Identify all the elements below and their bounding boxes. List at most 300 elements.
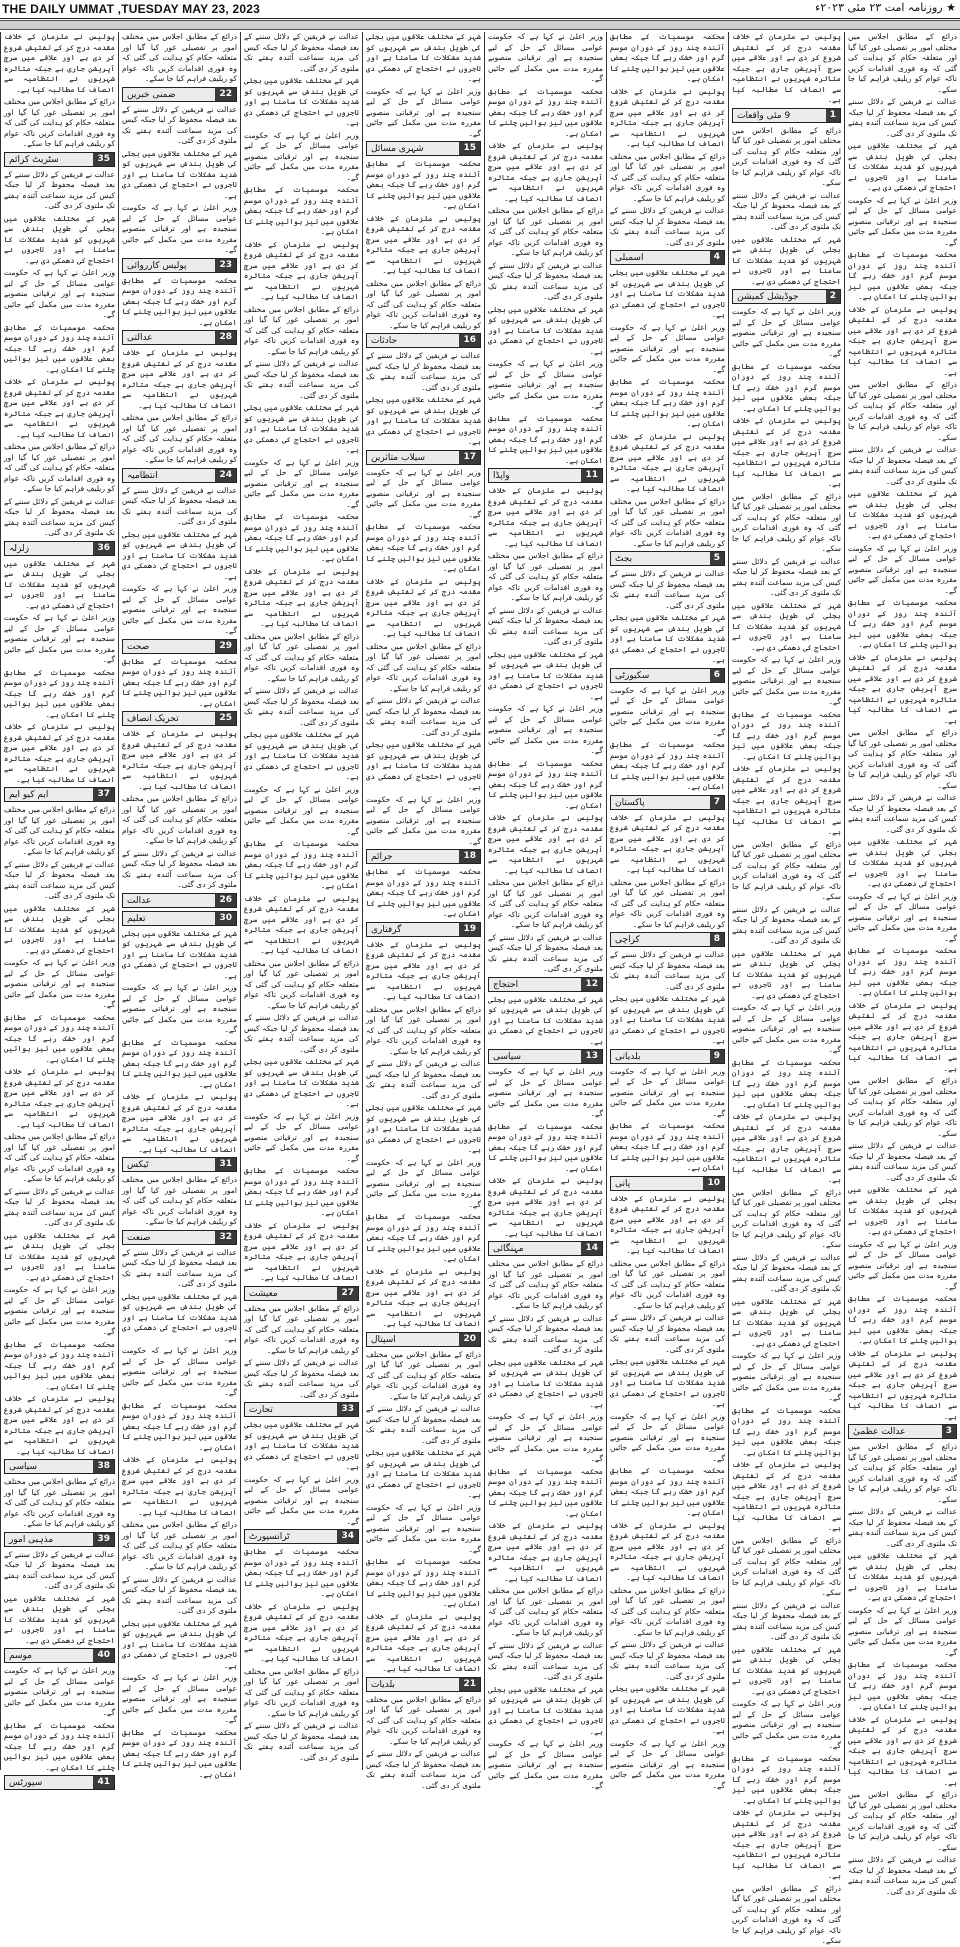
article-paragraph: محکمہ موسمیات کے مطابق آئندہ چند روز کے دوران موسم گرم اور خشک رہے گا جبکہ بعض علاقوں میں تیز ہوائیں چلنے کا امکان ہے۔	[610, 1466, 725, 1517]
section-number-value: 4	[713, 252, 720, 262]
section-number	[942, 1425, 956, 1438]
article-paragraph: ذرائع کے مطابق اجلاس میں مختلف امور پر تفصیلی غور کیا گیا اور متعلقہ حکام کو ہدایت کی گئی کہ وہ فوری اقدامات کریں تاکہ عوام کو ریلیف فراہم کیا جا سکے۔	[122, 1520, 237, 1571]
section-category: جرائم	[371, 852, 393, 862]
section-number-value: 11	[585, 470, 598, 480]
section-number	[710, 669, 724, 682]
section-number	[459, 1333, 480, 1346]
article-paragraph: ذرائع کے مطابق اجلاس میں مختلف امور پر تفصیلی غور کیا گیا اور متعلقہ حکام کو ہدایت کی گئی کہ وہ فوری اقدامات کریں تاکہ عوام کو ریلیف فراہم کیا جا سکے۔	[122, 794, 237, 845]
section-header	[366, 450, 481, 465]
article-paragraph: شہر کے مختلف علاقوں میں بجلی کی طویل بندش سے شہریوں کو شدید مشکلات کا سامنا ہے اور تاجروں نے احتجاج کی دھمکی دی ہے۔	[366, 1448, 481, 1499]
article-paragraph: ذرائع کے مطابق اجلاس میں مختلف امور پر تفصیلی غور کیا گیا اور متعلقہ حکام کو ہدایت کی گئی کہ وہ فوری اقدامات کریں تاکہ عوام کو ریلیف فراہم کیا جا سکے۔	[122, 32, 237, 83]
section-header	[244, 1402, 359, 1417]
article-paragraph: عدالت نے فریقین کے دلائل سننے کے بعد فیصلہ محفوظ کر لیا جبکہ کیس کی مزید سماعت آئندہ ہفتے تک ملتوی کر دی گئی۔	[244, 686, 359, 727]
article-paragraph: وزیر اعلیٰ نے کہا ہے کہ حکومت عوامی مسائل کے حل کے لیے سنجیدہ ہے اور ترقیاتی منصوبے مقررہ مدت میں مکمل کیے جائیں گے۔	[366, 794, 481, 846]
article-paragraph: ذرائع کے مطابق اجلاس میں مختلف امور پر تفصیلی غور کیا گیا اور متعلقہ حکام کو ہدایت کی گئی کہ وہ فوری اقدامات کریں تاکہ عوام کو ریلیف فراہم کیا جا سکے۔	[732, 839, 841, 901]
article-paragraph: عدالت نے فریقین کے دلائل سننے کے بعد فیصلہ محفوظ کر لیا جبکہ کیس کی مزید سماعت آئندہ ہفتے تک ملتوی کر دی گئی۔	[488, 932, 603, 973]
article-paragraph: محکمہ موسمیات کے مطابق آئندہ چند روز کے دوران موسم گرم اور خشک رہے گا جبکہ بعض علاقوں میں تیز ہوائیں چلنے کا امکان ہے۔	[848, 598, 957, 649]
section-category: شہری مسائل	[371, 144, 424, 154]
section-category: مذہبی امور	[9, 1534, 54, 1545]
article-paragraph: عدالت نے فریقین کے دلائل سننے کے بعد فیصلہ محفوظ کر لیا جبکہ کیس کی مزید سماعت آئندہ ہفتے تک ملتوی کر دی گئی۔	[848, 1507, 957, 1548]
section-number-value: 3	[945, 1426, 952, 1436]
section-header	[244, 1529, 359, 1544]
article-paragraph: شہر کے مختلف علاقوں میں بجلی کی طویل بندش سے شہریوں کو شدید مشکلات کا سامنا ہے اور تاجروں نے احتجاج کی دھمکی دی ہے۔	[122, 529, 237, 581]
section-header	[4, 1532, 115, 1547]
section-number	[337, 1287, 358, 1300]
section-number	[703, 1177, 724, 1190]
section-number-value: 34	[341, 1531, 354, 1541]
article-paragraph: پولیس نے ملزمان کے خلاف مقدمہ درج کر کے تفتیش شروع کر دی ہے اور علاقے میں سرچ آپریشن جاری ہے جبکہ متاثرہ شہریوں نے انتظامیہ سے انصاف کا مطالبہ کیا ہے۔	[244, 1220, 359, 1282]
article-paragraph: عدالت نے فریقین کے دلائل سننے کے بعد فیصلہ محفوظ کر لیا جبکہ کیس کی مزید سماعت آئندہ ہفتے تک ملتوی کر دی گئی۔	[732, 1600, 841, 1641]
section-category: گرفتاری	[371, 924, 402, 935]
section-number	[93, 1649, 114, 1662]
article-paragraph: محکمہ موسمیات کے مطابق آئندہ چند روز کے دوران موسم گرم اور خشک رہے گا جبکہ بعض علاقوں میں تیز ہوائیں چلنے کا امکان ہے۔	[848, 1294, 957, 1345]
article-paragraph: ذرائع کے مطابق اجلاس میں مختلف امور پر تفصیلی غور کیا گیا اور متعلقہ حکام کو ہدایت کی گئی کہ وہ فوری اقدامات کریں تاکہ عوام کو ریلیف فراہم کیا جا سکے۔	[848, 380, 957, 442]
article-paragraph: عدالت نے فریقین کے دلائل سننے کے بعد فیصلہ محفوظ کر لیا جبکہ کیس کی مزید سماعت آئندہ ہفتے تک ملتوی کر دی گئی۔	[122, 485, 237, 526]
article-paragraph: وزیر اعلیٰ نے کہا ہے کہ حکومت عوامی مسائل کے حل کے لیے سنجیدہ ہے اور ترقیاتی منصوبے مقررہ مدت میں مکمل کیے جائیں گے۔	[848, 891, 957, 943]
article-paragraph: ذرائع کے مطابق اجلاس میں مختلف امور پر تفصیلی غور کیا گیا اور متعلقہ حکام کو ہدایت کی گئی کہ وہ فوری اقدامات کریں تاکہ عوام کو ریلیف فراہم کیا جا سکے۔	[122, 413, 237, 464]
article-paragraph: پولیس نے ملزمان کے خلاف مقدمہ درج کر کے تفتیش شروع کر دی ہے اور علاقے میں سرچ آپریشن جاری ہے جبکہ متاثرہ شہریوں نے انتظامیہ سے انصاف کا مطالبہ کیا ہے۔	[488, 1176, 603, 1238]
article-paragraph: وزیر اعلیٰ نے کہا ہے کہ حکومت عوامی مسائل کے حل کے لیے سنجیدہ ہے اور ترقیاتی منصوبے مقررہ مدت میں مکمل کیے جائیں گے۔	[488, 32, 603, 83]
section-number	[93, 153, 114, 166]
article-paragraph: محکمہ موسمیات کے مطابق آئندہ چند روز کے دوران موسم گرم اور خشک رہے گا جبکہ بعض علاقوں میں تیز ہوائیں چلنے کا امکان ہے۔	[4, 667, 115, 719]
article-paragraph: شہر کے مختلف علاقوں میں بجلی کی طویل بندش سے شہریوں کو شدید مشکلات کا سامنا ہے اور تاجروں نے احتجاج کی دھمکی دی ہے۔	[366, 32, 481, 83]
article-paragraph: وزیر اعلیٰ نے کہا ہے کہ حکومت عوامی مسائل کے حل کے لیے سنجیدہ ہے اور ترقیاتی منصوبے مقررہ مدت میں مکمل کیے جائیں گے۔	[848, 195, 957, 247]
section-number	[93, 788, 114, 801]
section-category: صحت	[127, 641, 150, 652]
article-paragraph: ذرائع کے مطابق اجلاس میں مختلف امور پر تفصیلی غور کیا گیا اور متعلقہ حکام کو ہدایت کی گئی کہ وہ فوری اقدامات کریں تاکہ عوام کو ریلیف فراہم کیا جا سکے۔	[4, 1132, 115, 1183]
section-category: پولیس کارروائی	[127, 260, 187, 271]
article-paragraph: عدالت نے فریقین کے دلائل سننے کے بعد فیصلہ محفوظ کر لیا جبکہ کیس کی مزید سماعت آئندہ ہفتے تک ملتوی کر دی گئی۔	[4, 859, 115, 900]
article-paragraph: محکمہ موسمیات کے مطابق آئندہ چند روز کے دوران موسم گرم اور خشک رہے گا جبکہ بعض علاقوں میں تیز ہوائیں چلنے کا امکان ہے۔	[732, 1753, 841, 1805]
column-content	[119, 32, 240, 1780]
section-header	[4, 1648, 115, 1663]
section-header	[122, 87, 237, 102]
article-paragraph: وزیر اعلیٰ نے کہا ہے کہ حکومت عوامی مسائل کے حل کے لیے سنجیدہ ہے اور ترقیاتی منصوبے مقررہ مدت میں مکمل کیے جائیں گے۔	[488, 1067, 603, 1118]
section-header	[4, 1459, 115, 1474]
article-paragraph: وزیر اعلیٰ نے کہا ہے کہ حکومت عوامی مسائل کے حل کے لیے سنجیدہ ہے اور ترقیاتی منصوبے مقررہ مدت میں مکمل کیے جائیں گے۔	[848, 1239, 957, 1291]
article-paragraph: محکمہ موسمیات کے مطابق آئندہ چند روز کے دوران موسم گرم اور خشک رہے گا جبکہ بعض علاقوں میں تیز ہوائیں چلنے کا امکان ہے۔	[4, 1012, 115, 1064]
section-number	[710, 933, 724, 946]
section-number-value: 12	[585, 978, 598, 989]
article-paragraph: شہر کے مختلف علاقوں میں بجلی کی طویل بندش سے شہریوں کو شدید مشکلات کا سامنا ہے اور تاجروں نے احتجاج کی دھمکی دی ہے۔	[610, 613, 725, 664]
article-paragraph: محکمہ موسمیات کے مطابق آئندہ چند روز کے دوران موسم گرم اور خشک رہے گا جبکہ بعض علاقوں میں تیز ہوائیں چلنے کا امکان ہے۔	[732, 361, 841, 413]
article-paragraph: وزیر اعلیٰ نے کہا ہے کہ حکومت عوامی مسائل کے حل کے لیے سنجیدہ ہے اور ترقیاتی منصوبے مقررہ مدت میں مکمل کیے جائیں گے۔	[366, 467, 481, 519]
section-number	[459, 334, 480, 347]
article-paragraph: محکمہ موسمیات کے مطابق آئندہ چند روز کے دوران موسم گرم اور خشک رہے گا جبکہ بعض علاقوں میں تیز ہوائیں چلنے کا امکان ہے۔	[610, 1121, 725, 1172]
article-paragraph: عدالت نے فریقین کے دلائل سننے کے بعد فیصلہ محفوظ کر لیا جبکہ کیس کی مزید سماعت آئندہ ہفتے تک ملتوی کر دی گئی۔	[488, 1313, 603, 1354]
section-number-value: 7	[713, 796, 720, 807]
section-number-value: 38	[97, 1461, 110, 1471]
section-category: پانی	[615, 1178, 631, 1189]
article-paragraph: وزیر اعلیٰ نے کہا ہے کہ حکومت عوامی مسائل کے حل کے لیے سنجیدہ ہے اور ترقیاتی منصوبے مقررہ مدت میں مکمل کیے جائیں گے۔	[122, 1346, 237, 1397]
article-paragraph: وزیر اعلیٰ نے کہا ہے کہ حکومت عوامی مسائل کے حل کے لیے سنجیدہ ہے اور ترقیاتی منصوبے مقررہ مدت میں مکمل کیے جائیں گے۔	[122, 203, 237, 254]
masthead-title: THE DAILY UMMAT	[2, 2, 115, 16]
section-category: تجارت	[249, 1405, 273, 1415]
urdu-masthead-title: روزنامہ امت ۲۳ مئی ۲۰۲۳ء	[815, 1, 943, 14]
article-paragraph: شہر کے مختلف علاقوں میں بجلی کی طویل بندش سے شہریوں کو شدید مشکلات کا سامنا ہے اور تاجروں نے احتجاج کی دھمکی دی ہے۔	[488, 1357, 603, 1409]
section-category: بجٹ	[615, 554, 633, 564]
article-paragraph: ذرائع کے مطابق اجلاس میں مختلف امور پر تفصیلی غور کیا گیا اور متعلقہ حکام کو ہدایت کی گئی کہ وہ فوری اقدامات کریں تاکہ عوام کو ریلیف فراہم کیا جا سکے۔	[732, 1883, 841, 1945]
article-paragraph: عدالت نے فریقین کے دلائل سننے کے بعد فیصلہ محفوظ کر لیا جبکہ کیس کی مزید سماعت آئندہ ہفتے تک ملتوی کر دی گئی۔	[4, 169, 115, 210]
article-paragraph: ذرائع کے مطابق اجلاس میں مختلف امور پر تفصیلی غور کیا گیا اور متعلقہ حکام کو ہدایت کی گئی کہ وہ فوری اقدامات کریں تاکہ عوام کو ریلیف فراہم کیا جا سکے۔	[366, 1349, 481, 1401]
article-paragraph: محکمہ موسمیات کے مطابق آئندہ چند روز کے دوران موسم گرم اور خشک رہے گا جبکہ بعض علاقوں میں تیز ہوائیں چلنے کا امکان ہے۔	[4, 322, 115, 374]
article-paragraph: شہر کے مختلف علاقوں میں بجلی کی طویل بندش سے شہریوں کو شدید مشکلات کا سامنا ہے اور تاجروں نے احتجاج کی دھمکی دی ہے۔	[244, 76, 359, 127]
column-content	[363, 32, 484, 1791]
section-number-value: 35	[97, 153, 110, 164]
article-paragraph: شہر کے مختلف علاقوں میں بجلی کی طویل بندش سے شہریوں کو شدید مشکلات کا سامنا ہے اور تاجروں نے احتجاج کی دھمکی دی ہے۔	[244, 1420, 359, 1471]
article-paragraph: محکمہ موسمیات کے مطابق آئندہ چند روز کے دوران موسم گرم اور خشک رہے گا جبکہ بعض علاقوں میں تیز ہوائیں چلنے کا امکان ہے۔	[610, 32, 725, 83]
article-paragraph: ذرائع کے مطابق اجلاس میں مختلف امور پر تفصیلی غور کیا گیا اور متعلقہ حکام کو ہدایت کی گئی کہ وہ فوری اقدامات کریں تاکہ عوام کو ریلیف فراہم کیا جا سکے۔	[244, 958, 359, 1010]
section-number-value: 2	[829, 291, 836, 301]
section-header	[366, 922, 481, 937]
section-category: بلدیاتی	[615, 1051, 641, 1062]
article-paragraph: عدالت نے فریقین کے دلائل سننے کے بعد فیصلہ محفوظ کر لیا جبکہ کیس کی مزید سماعت آئندہ ہفتے تک ملتوی کر دی گئی۔	[610, 1640, 725, 1681]
article-paragraph: ذرائع کے مطابق اجلاس میں مختلف امور پر تفصیلی غور کیا گیا اور متعلقہ حکام کو ہدایت کی گئی کہ وہ فوری اقدامات کریں تاکہ عوام کو ریلیف فراہم کیا جا سکے۔	[610, 877, 725, 929]
article-paragraph: محکمہ موسمیات کے مطابق آئندہ چند روز کے دوران موسم گرم اور خشک رہے گا جبکہ بعض علاقوں میں تیز ہوائیں چلنے کا امکان ہے۔	[848, 946, 957, 997]
article-paragraph: پولیس نے ملزمان کے خلاف مقدمہ درج کر کے تفتیش شروع کر دی ہے اور علاقے میں سرچ آپریشن جاری ہے جبکہ متاثرہ شہریوں نے انتظامیہ سے انصاف کا مطالبہ کیا ہے۔	[610, 1520, 725, 1582]
section-category: تحریک انصاف	[127, 714, 179, 724]
article-paragraph: شہر کے مختلف علاقوں میں بجلی کی طویل بندش سے شہریوں کو شدید مشکلات کا سامنا ہے اور تاجروں نے احتجاج کی دھمکی دی ہے۔	[488, 1684, 603, 1736]
section-number	[337, 1403, 358, 1416]
article-paragraph: محکمہ موسمیات کے مطابق آئندہ چند روز کے دوران موسم گرم اور خشک رہے گا جبکہ بعض علاقوں میں تیز ہوائیں چلنے کا امکان ہے۔	[366, 522, 481, 573]
section-number	[710, 1050, 724, 1063]
masthead-date: ,TUESDAY MAY 23, 2023	[117, 2, 260, 16]
article-paragraph: وزیر اعلیٰ نے کہا ہے کہ حکومت عوامی مسائل کے حل کے لیے سنجیدہ ہے اور ترقیاتی منصوبے مقررہ مدت میں مکمل کیے جائیں گے۔	[610, 322, 725, 374]
article-paragraph: پولیس نے ملزمان کے خلاف مقدمہ درج کر کے تفتیش شروع کر دی ہے اور علاقے میں سرچ آپریشن جاری ہے جبکہ متاثرہ شہریوں نے انتظامیہ سے انصاف کا مطالبہ کیا ہے۔	[366, 939, 481, 1001]
article-paragraph: ذرائع کے مطابق اجلاس میں مختلف امور پر تفصیلی غور کیا گیا اور متعلقہ حکام کو ہدایت کی گئی کہ وہ فوری اقدامات کریں تاکہ عوام کو ریلیف فراہم کیا جا سکے۔	[732, 1187, 841, 1249]
section-number-value: 40	[97, 1650, 110, 1660]
article-paragraph: پولیس نے ملزمان کے خلاف مقدمہ درج کر کے تفتیش شروع کر دی ہے اور علاقے میں سرچ آپریشن جاری ہے جبکہ متاثرہ شہریوں نے انتظامیہ سے انصاف کا مطالبہ کیا ہے۔	[366, 1611, 481, 1673]
article-paragraph: پولیس نے ملزمان کے خلاف مقدمہ درج کر کے تفتیش شروع کر دی ہے اور علاقے میں سرچ آپریشن جاری ہے جبکہ متاثرہ شہریوں نے انتظامیہ سے انصاف کا مطالبہ کیا ہے۔	[732, 1112, 841, 1184]
section-header	[610, 1049, 725, 1064]
section-category: ایم کیو ایم	[9, 790, 49, 800]
article-paragraph: محکمہ موسمیات کے مطابق آئندہ چند روز کے دوران موسم گرم اور خشک رہے گا جبکہ بعض علاقوں میں تیز ہوائیں چلنے کا امکان ہے۔	[488, 413, 603, 465]
article-paragraph: ذرائع کے مطابق اجلاس میں مختلف امور پر تفصیلی غور کیا گیا اور متعلقہ حکام کو ہدایت کی گئی کہ وہ فوری اقدامات کریں تاکہ عوام کو ریلیف فراہم کیا جا سکے۔	[366, 1694, 481, 1746]
article-paragraph: پولیس نے ملزمان کے خلاف مقدمہ درج کر کے تفتیش شروع کر دی ہے اور علاقے میں سرچ آپریشن جاری ہے جبکہ متاثرہ شہریوں نے انتظامیہ سے انصاف کا مطالبہ کیا ہے۔	[366, 1266, 481, 1328]
article-paragraph: وزیر اعلیٰ نے کہا ہے کہ حکومت عوامی مسائل کے حل کے لیے سنجیدہ ہے اور ترقیاتی منصوبے مقررہ مدت میں مکمل کیے جائیں گے۔	[732, 1351, 841, 1402]
article-paragraph: پولیس نے ملزمان کے خلاف مقدمہ درج کر کے تفتیش شروع کر دی ہے اور علاقے میں سرچ آپریشن جاری ہے جبکہ متاثرہ شہریوں نے انتظامیہ سے انصاف کا مطالبہ کیا ہے۔	[732, 416, 841, 488]
article-paragraph: محکمہ موسمیات کے مطابق آئندہ چند روز کے دوران موسم گرم اور خشک رہے گا جبکہ بعض علاقوں میں تیز ہوائیں چلنے کا امکان ہے۔	[366, 159, 481, 210]
article-paragraph: پولیس نے ملزمان کے خلاف مقدمہ درج کر کے تفتیش شروع کر دی ہے اور علاقے میں سرچ آپریشن جاری ہے جبکہ متاثرہ شہریوں نے انتظامیہ سے انصاف کا مطالبہ کیا ہے۔	[122, 1455, 237, 1517]
section-header	[4, 541, 115, 556]
article-paragraph: شہر کے مختلف علاقوں میں بجلی کی طویل بندش سے شہریوں کو شدید مشکلات کا سامنا ہے اور تاجروں نے احتجاج کی دھمکی دی ہے۔	[610, 268, 725, 319]
article-paragraph: پولیس نے ملزمان کے خلاف مقدمہ درج کر کے تفتیش شروع کر دی ہے اور علاقے میں سرچ آپریشن جاری ہے جبکہ متاثرہ شہریوں نے انتظامیہ سے انصاف کا مطالبہ کیا ہے۔	[366, 213, 481, 275]
section-number-value: 6	[713, 669, 720, 680]
article-paragraph: شہر کے مختلف علاقوں میں بجلی کی طویل بندش سے شہریوں کو شدید مشکلات کا سامنا ہے اور تاجروں نے احتجاج کی دھمکی دی ہے۔	[732, 948, 841, 1000]
article-paragraph: ذرائع کے مطابق اجلاس میں مختلف امور پر تفصیلی غور کیا گیا اور متعلقہ حکام کو ہدایت کی گئی کہ وہ فوری اقدامات کریں تاکہ عوام کو ریلیف فراہم کیا جا سکے۔	[244, 631, 359, 683]
article-paragraph: ذرائع کے مطابق اجلاس میں مختلف امور پر تفصیلی غور کیا گیا اور متعلقہ حکام کو ہدایت کی گئی کہ وہ فوری اقدامات کریں تاکہ عوام کو ریلیف فراہم کیا جا سکے۔	[848, 1790, 957, 1852]
article-paragraph: عدالت نے فریقین کے دلائل سننے کے بعد فیصلہ محفوظ کر لیا جبکہ کیس کی مزید سماعت آئندہ ہفتے تک ملتوی کر دی گئی۔	[366, 696, 481, 737]
article-paragraph: شہر کے مختلف علاقوں میں بجلی کی طویل بندش سے شہریوں کو شدید مشکلات کا سامنا ہے اور تاجروں نے احتجاج کی دھمکی دی ہے۔	[366, 395, 481, 446]
article-paragraph: وزیر اعلیٰ نے کہا ہے کہ حکومت عوامی مسائل کے حل کے لیے سنجیدہ ہے اور ترقیاتی منصوبے مقررہ مدت میں مکمل کیے جائیں گے۔	[732, 307, 841, 358]
section-category: سیلاب متاثرین	[371, 452, 426, 463]
article-paragraph: عدالت نے فریقین کے دلائل سننے کے بعد فیصلہ محفوظ کر لیا جبکہ کیس کی مزید سماعت آئندہ ہفتے تک ملتوی کر دی گئی۔	[848, 97, 957, 138]
section-number	[581, 469, 602, 482]
article-paragraph: شہر کے مختلف علاقوں میں بجلی کی طویل بندش سے شہریوں کو شدید مشکلات کا سامنا ہے اور تاجروں نے احتجاج کی دھمکی دی ہے۔	[122, 1291, 237, 1343]
article-paragraph: پولیس نے ملزمان کے خلاف مقدمہ درج کر کے تفتیش شروع کر دی ہے اور علاقے میں سرچ آپریشن جاری ہے جبکہ متاثرہ شہریوں نے انتظامیہ سے انصاف کا مطالبہ کیا ہے۔	[610, 86, 725, 148]
article-paragraph: پولیس نے ملزمان کے خلاف مقدمہ درج کر کے تفتیش شروع کر دی ہے اور علاقے میں سرچ آپریشن جاری ہے جبکہ متاثرہ شہریوں نے انتظامیہ سے انصاف کا مطالبہ کیا ہے۔	[366, 576, 481, 638]
section-category: عدالتی	[127, 333, 153, 343]
section-category: اسپتال	[371, 1334, 396, 1345]
section-category: سٹریٹ کرائم	[9, 154, 59, 165]
article-paragraph: شہر کے مختلف علاقوں میں بجلی کی طویل بندش سے شہریوں کو شدید مشکلات کا سامنا ہے اور تاجروں نے احتجاج کی دھمکی دی ہے۔	[244, 730, 359, 781]
article-paragraph: عدالت نے فریقین کے دلائل سننے کے بعد فیصلہ محفوظ کر لیا جبکہ کیس کی مزید سماعت آئندہ ہفتے تک ملتوی کر دی گئی۔	[732, 190, 841, 231]
article-paragraph: محکمہ موسمیات کے مطابق آئندہ چند روز کے دوران موسم گرم اور خشک رہے گا جبکہ بعض علاقوں میں تیز ہوائیں چلنے کا امکان ہے۔	[244, 512, 359, 563]
section-category: عدالت	[127, 895, 152, 906]
column-content	[1, 32, 118, 1790]
article-paragraph: وزیر اعلیٰ نے کہا ہے کہ حکومت عوامی مسائل کے حل کے لیے سنجیدہ ہے اور ترقیاتی منصوبے مقررہ مدت میں مکمل کیے جائیں گے۔	[122, 1673, 237, 1724]
article-paragraph: پولیس نے ملزمان کے خلاف مقدمہ درج کر کے تفتیش شروع کر دی ہے اور علاقے میں سرچ آپریشن جاری ہے جبکہ متاثرہ شہریوں نے انتظامیہ سے انصاف کا مطالبہ کیا ہے۔	[848, 1348, 957, 1421]
article-paragraph: پولیس نے ملزمان کے خلاف مقدمہ درج کر کے تفتیش شروع کر دی ہے اور علاقے میں سرچ آپریشن جاری ہے جبکہ متاثرہ شہریوں نے انتظامیہ سے انصاف کا مطالبہ کیا ہے۔	[488, 813, 603, 875]
article-paragraph: پولیس نے ملزمان کے خلاف مقدمہ درج کر کے تفتیش شروع کر دی ہے اور علاقے میں سرچ آپریشن جاری ہے جبکہ متاثرہ شہریوں نے انتظامیہ سے انصاف کا مطالبہ کیا ہے۔	[610, 812, 725, 874]
section-number-value: 18	[463, 851, 476, 861]
section-number	[459, 142, 480, 155]
article-paragraph: عدالت نے فریقین کے دلائل سننے کے بعد فیصلہ محفوظ کر لیا جبکہ کیس کی مزید سماعت آئندہ ہفتے تک ملتوی کر دی گئی۔	[848, 445, 957, 486]
article-paragraph: ذرائع کے مطابق اجلاس میں مختلف امور پر تفصیلی غور کیا گیا اور متعلقہ حکام کو ہدایت کی گئی کہ وہ فوری اقدامات کریں تاکہ عوام کو ریلیف فراہم کیا جا سکے۔	[366, 1004, 481, 1056]
section-number-value: 16	[463, 335, 476, 345]
section-number-value: 9	[713, 1050, 720, 1061]
article-paragraph: محکمہ موسمیات کے مطابق آئندہ چند روز کے دوران موسم گرم اور خشک رہے گا جبکہ بعض علاقوں میں تیز ہوائیں چلنے کا امکان ہے۔	[122, 1037, 237, 1089]
article-paragraph: شہر کے مختلف علاقوں میں بجلی کی طویل بندش سے شہریوں کو شدید مشکلات کا سامنا ہے اور تاجروں نے احتجاج کی دھمکی دی ہے۔	[4, 1230, 115, 1282]
article-paragraph: شہر کے مختلف علاقوں میں بجلی کی طویل بندش سے شہریوں کو شدید مشکلات کا سامنا ہے اور تاجروں نے احتجاج کی دھمکی دی ہے۔	[732, 600, 841, 652]
article-paragraph: محکمہ موسمیات کے مطابق آئندہ چند روز کے دوران موسم گرم اور خشک رہے گا جبکہ بعض علاقوں میں تیز ہوائیں چلنے کا امکان ہے۔	[122, 656, 237, 708]
article-paragraph: وزیر اعلیٰ نے کہا ہے کہ حکومت عوامی مسائل کے حل کے لیے سنجیدہ ہے اور ترقیاتی منصوبے مقررہ مدت میں مکمل کیے جائیں گے۔	[244, 457, 359, 509]
column-2	[118, 32, 240, 1779]
masthead	[0, 0, 960, 19]
article-paragraph: شہر کے مختلف علاقوں میں بجلی کی طویل بندش سے شہریوں کو شدید مشکلات کا سامنا ہے اور تاجروں نے احتجاج کی دھمکی دی ہے۔	[848, 837, 957, 888]
section-header	[122, 1230, 237, 1245]
article-paragraph: پولیس نے ملزمان کے خلاف مقدمہ درج کر کے تفتیش شروع کر دی ہے اور علاقے میں سرچ آپریشن جاری ہے جبکہ متاثرہ شہریوں نے انتظامیہ سے انصاف کا مطالبہ کیا ہے۔	[4, 32, 115, 94]
column-content	[729, 32, 844, 1947]
article-paragraph: پولیس نے ملزمان کے خلاف مقدمہ درج کر کے تفتیش شروع کر دی ہے اور علاقے میں سرچ آپریشن جاری ہے جبکہ متاثرہ شہریوں نے انتظامیہ سے انصاف کا مطالبہ کیا ہے۔	[610, 431, 725, 493]
column-7	[728, 32, 844, 1945]
article-paragraph: عدالت نے فریقین کے دلائل سننے کے بعد فیصلہ محفوظ کر لیا جبکہ کیس کی مزید سماعت آئندہ ہفتے تک ملتوی کر دی گئی۔	[848, 793, 957, 834]
article-paragraph: شہر کے مختلف علاقوں میں بجلی کی طویل بندش سے شہریوں کو شدید مشکلات کا سامنا ہے اور تاجروں نے احتجاج کی دھمکی دی ہے۔	[244, 1057, 359, 1108]
section-header	[488, 1241, 603, 1256]
section-number	[215, 894, 236, 907]
article-paragraph: شہر کے مختلف علاقوں میں بجلی کی طویل بندش سے شہریوں کو شدید مشکلات کا سامنا ہے اور تاجروں نے احتجاج کی دھمکی دی ہے۔	[4, 558, 115, 610]
article-paragraph: ذرائع کے مطابق اجلاس میں مختلف امور پر تفصیلی غور کیا گیا اور متعلقہ حکام کو ہدایت کی گئی کہ وہ فوری اقدامات کریں تاکہ عوام کو ریلیف فراہم کیا جا سکے۔	[848, 1076, 957, 1138]
article-paragraph: شہر کے مختلف علاقوں میں بجلی کی طویل بندش سے شہریوں کو شدید مشکلات کا سامنا ہے اور تاجروں نے احتجاج کی دھمکی دی ہے۔	[4, 1593, 115, 1645]
article-paragraph: شہر کے مختلف علاقوں میں بجلی کی طویل بندش سے شہریوں کو شدید مشکلات کا سامنا ہے اور تاجروں نے احتجاج کی دھمکی دی ہے۔	[366, 1103, 481, 1154]
article-paragraph: پولیس نے ملزمان کے خلاف مقدمہ درج کر کے تفتیش شروع کر دی ہے اور علاقے میں سرچ آپریشن جاری ہے جبکہ متاثرہ شہریوں نے انتظامیہ سے انصاف کا مطالبہ کیا ہے۔	[4, 377, 115, 439]
article-paragraph: عدالت نے فریقین کے دلائل سننے کے بعد فیصلہ محفوظ کر لیا جبکہ کیس کی مزید سماعت آئندہ ہفتے تک ملتوی کر دی گئی۔	[244, 1358, 359, 1399]
article-paragraph: ذرائع کے مطابق اجلاس میں مختلف امور پر تفصیلی غور کیا گیا اور متعلقہ حکام کو ہدایت کی گئی کہ وہ فوری اقدامات کریں تاکہ عوام کو ریلیف فراہم کیا جا سکے۔	[732, 125, 841, 187]
section-header	[366, 141, 481, 156]
article-paragraph: پولیس نے ملزمان کے خلاف مقدمہ درج کر کے تفتیش شروع کر دی ہے اور علاقے میں سرچ آپریشن جاری ہے جبکہ متاثرہ شہریوں نے انتظامیہ سے انصاف کا مطالبہ کیا ہے۔	[488, 1521, 603, 1583]
column-4	[362, 32, 484, 1790]
section-number	[710, 251, 724, 264]
section-header	[122, 1157, 237, 1172]
article-paragraph: محکمہ موسمیات کے مطابق آئندہ چند روز کے دوران موسم گرم اور خشک رہے گا جبکہ بعض علاقوں میں تیز ہوائیں چلنے کا امکان ہے۔	[732, 1057, 841, 1109]
article-paragraph: محکمہ موسمیات کے مطابق آئندہ چند روز کے دوران موسم گرم اور خشک رہے گا جبکہ بعض علاقوں میں تیز ہوائیں چلنے کا امکان ہے۔	[610, 377, 725, 428]
article-paragraph: محکمہ موسمیات کے مطابق آئندہ چند روز کے دوران موسم گرم اور خشک رہے گا جبکہ بعض علاقوں میں تیز ہوائیں چلنے کا امکان ہے۔	[848, 250, 957, 301]
section-header	[610, 551, 725, 566]
section-number-value: 28	[219, 332, 232, 342]
section-number-value: 31	[219, 1159, 232, 1169]
article-paragraph: وزیر اعلیٰ نے کہا ہے کہ حکومت عوامی مسائل کے حل کے لیے سنجیدہ ہے اور ترقیاتی منصوبے مقررہ مدت میں مکمل کیے جائیں گے۔	[4, 1666, 115, 1717]
section-number-value: 23	[219, 259, 232, 270]
article-paragraph: وزیر اعلیٰ نے کہا ہے کہ حکومت عوامی مسائل کے حل کے لیے سنجیدہ ہے اور ترقیاتی منصوبے مقررہ مدت میں مکمل کیے جائیں گے۔	[244, 1111, 359, 1163]
section-number	[581, 1242, 602, 1255]
section-header	[122, 330, 237, 345]
article-paragraph: وزیر اعلیٰ نے کہا ہے کہ حکومت عوامی مسائل کے حل کے لیے سنجیدہ ہے اور ترقیاتی منصوبے مقررہ مدت میں مکمل کیے جائیں گے۔	[488, 1412, 603, 1463]
newspaper-title	[2, 2, 260, 16]
article-paragraph: محکمہ موسمیات کے مطابق آئندہ چند روز کے دوران موسم گرم اور خشک رہے گا جبکہ بعض علاقوں میں تیز ہوائیں چلنے کا امکان ہے۔	[848, 1660, 957, 1711]
article-paragraph: شہر کے مختلف علاقوں میں بجلی کی طویل بندش سے شہریوں کو شدید مشکلات کا سامنا ہے اور تاجروں نے احتجاج کی دھمکی دی ہے۔	[732, 1296, 841, 1348]
section-header	[366, 333, 481, 348]
article-paragraph: وزیر اعلیٰ نے کہا ہے کہ حکومت عوامی مسائل کے حل کے لیے سنجیدہ ہے اور ترقیاتی منصوبے مقررہ مدت میں مکمل کیے جائیں گے۔	[610, 1411, 725, 1463]
article-paragraph: پولیس نے ملزمان کے خلاف مقدمہ درج کر کے تفتیش شروع کر دی ہے اور علاقے میں سرچ آپریشن جاری ہے جبکہ متاثرہ شہریوں نے انتظامیہ سے انصاف کا مطالبہ کیا ہے۔	[732, 1808, 841, 1880]
section-category: مہنگائی	[493, 1244, 524, 1254]
section-number-value: 33	[341, 1404, 354, 1414]
article-paragraph: عدالت نے فریقین کے دلائل سننے کے بعد فیصلہ محفوظ کر لیا جبکہ کیس کی مزید سماعت آئندہ ہفتے تک ملتوی کر دی گئی۔	[244, 359, 359, 400]
article-paragraph: پولیس نے ملزمان کے خلاف مقدمہ درج کر کے تفتیش شروع کر دی ہے اور علاقے میں سرچ آپریشن جاری ہے جبکہ متاثرہ شہریوں نے انتظامیہ سے انصاف کا مطالبہ کیا ہے۔	[848, 1714, 957, 1787]
section-header	[488, 977, 603, 992]
section-number-value: 17	[463, 451, 476, 462]
article-paragraph: پولیس نے ملزمان کے خلاف مقدمہ درج کر کے تفتیش شروع کر دی ہے اور علاقے میں سرچ آپریشن جاری ہے جبکہ متاثرہ شہریوں نے انتظامیہ سے انصاف کا مطالبہ کیا ہے۔	[732, 32, 841, 104]
section-number	[215, 331, 236, 344]
section-number-value: 39	[97, 1533, 110, 1544]
article-paragraph: ذرائع کے مطابق اجلاس میں مختلف امور پر تفصیلی غور کیا گیا اور متعلقہ حکام کو ہدایت کی گئی کہ وہ فوری اقدامات کریں تاکہ عوام کو ریلیف فراہم کیا جا سکے۔	[848, 1442, 957, 1504]
section-header	[610, 1176, 725, 1191]
article-paragraph: عدالت نے فریقین کے دلائل سننے کے بعد فیصلہ محفوظ کر لیا جبکہ کیس کی مزید سماعت آئندہ ہفتے تک ملتوی کر دی گئی۔	[488, 1640, 603, 1681]
article-paragraph: پولیس نے ملزمان کے خلاف مقدمہ درج کر کے تفتیش شروع کر دی ہے اور علاقے میں سرچ آپریشن جاری ہے جبکہ متاثرہ شہریوں نے انتظامیہ سے انصاف کا مطالبہ کیا ہے۔	[4, 722, 115, 784]
article-paragraph: محکمہ موسمیات کے مطابق آئندہ چند روز کے دوران موسم گرم اور خشک رہے گا جبکہ بعض علاقوں میں تیز ہوائیں چلنے کا امکان ہے۔	[366, 867, 481, 918]
article-paragraph: وزیر اعلیٰ نے کہا ہے کہ حکومت عوامی مسائل کے حل کے لیے سنجیدہ ہے اور ترقیاتی منصوبے مقررہ مدت میں مکمل کیے جائیں گے۔	[244, 1474, 359, 1526]
article-paragraph: عدالت نے فریقین کے دلائل سننے کے بعد فیصلہ محفوظ کر لیا جبکہ کیس کی مزید سماعت آئندہ ہفتے تک ملتوی کر دی گئی۔	[122, 1574, 237, 1615]
section-number-value: 32	[219, 1231, 232, 1242]
article-paragraph: شہر کے مختلف علاقوں میں بجلی کی طویل بندش سے شہریوں کو شدید مشکلات کا سامنا ہے اور تاجروں نے احتجاج کی دھمکی دی ہے۔	[122, 928, 237, 980]
section-header	[610, 668, 725, 683]
section-number	[215, 259, 236, 272]
column-content	[845, 32, 960, 1897]
section-category: عدالت عظمیٰ	[853, 1427, 906, 1437]
section-number	[93, 1460, 114, 1473]
star-icon: ★	[946, 1, 956, 14]
article-paragraph: محکمہ موسمیات کے مطابق آئندہ چند روز کے دوران موسم گرم اور خشک رہے گا جبکہ بعض علاقوں میں تیز ہوائیں چلنے کا امکان ہے۔	[488, 86, 603, 138]
article-paragraph: عدالت نے فریقین کے دلائل سننے کے بعد فیصلہ محفوظ کر لیا جبکہ کیس کی مزید سماعت آئندہ ہفتے تک ملتوی کر دی گئی۔	[610, 569, 725, 610]
article-paragraph: پولیس نے ملزمان کے خلاف مقدمہ درج کر کے تفتیش شروع کر دی ہے اور علاقے میں سرچ آپریشن جاری ہے جبکہ متاثرہ شہریوں نے انتظامیہ سے انصاف کا مطالبہ کیا ہے۔	[732, 764, 841, 836]
article-paragraph: عدالت نے فریقین کے دلائل سننے کے بعد فیصلہ محفوظ کر لیا جبکہ کیس کی مزید سماعت آئندہ ہفتے تک ملتوی کر دی گئی۔	[4, 1549, 115, 1590]
section-header	[732, 108, 841, 123]
article-paragraph: شہر کے مختلف علاقوں میں بجلی کی طویل بندش سے شہریوں کو شدید مشکلات کا سامنا ہے اور تاجروں نے احتجاج کی دھمکی دی ہے۔	[122, 148, 237, 200]
article-paragraph: محکمہ موسمیات کے مطابق آئندہ چند روز کے دوران موسم گرم اور خشک رہے گا جبکہ بعض علاقوں میں تیز ہوائیں چلنے کا امکان ہے۔	[732, 709, 841, 761]
article-paragraph: پولیس نے ملزمان کے خلاف مقدمہ درج کر کے تفتیش شروع کر دی ہے اور علاقے میں سرچ آپریشن جاری ہے جبکہ متاثرہ شہریوں نے انتظامیہ سے انصاف کا مطالبہ کیا ہے۔	[122, 729, 237, 791]
section-category: کراچی	[615, 935, 640, 945]
column-8	[844, 32, 960, 1896]
article-paragraph: وزیر اعلیٰ نے کہا ہے کہ حکومت عوامی مسائل کے حل کے لیے سنجیدہ ہے اور ترقیاتی منصوبے مقررہ مدت میں مکمل کیے جائیں گے۔	[4, 1285, 115, 1336]
article-paragraph: شہر کے مختلف علاقوں میں بجلی کی طویل بندش سے شہریوں کو شدید مشکلات کا سامنا ہے اور تاجروں نے احتجاج کی دھمکی دی ہے۔	[4, 213, 115, 265]
article-paragraph: محکمہ موسمیات کے مطابق آئندہ چند روز کے دوران موسم گرم اور خشک رہے گا جبکہ بعض علاقوں میں تیز ہوائیں چلنے کا امکان ہے۔	[366, 1557, 481, 1608]
article-paragraph: ذرائع کے مطابق اجلاس میں مختلف امور پر تفصیلی غور کیا گیا اور متعلقہ حکام کو ہدایت کی گئی کہ وہ فوری اقدامات کریں تاکہ عوام کو ریلیف فراہم کیا جا سکے۔	[610, 151, 725, 203]
article-paragraph: عدالت نے فریقین کے دلائل سننے کے بعد فیصلہ محفوظ کر لیا جبکہ کیس کی مزید سماعت آئندہ ہفتے تک ملتوی کر دی گئی۔	[122, 1247, 237, 1288]
article-paragraph: شہر کے مختلف علاقوں میں بجلی کی طویل بندش سے شہریوں کو شدید مشکلات کا سامنا ہے اور تاجروں نے احتجاج کی دھمکی دی ہے۔	[732, 1644, 841, 1696]
article-paragraph: عدالت نے فریقین کے دلائل سننے کے بعد فیصلہ محفوظ کر لیا جبکہ کیس کی مزید سماعت آئندہ ہفتے تک ملتوی کر دی گئی۔	[610, 1313, 725, 1354]
article-paragraph: وزیر اعلیٰ نے کہا ہے کہ حکومت عوامی مسائل کے حل کے لیے سنجیدہ ہے اور ترقیاتی منصوبے مقررہ مدت میں مکمل کیے جائیں گے۔	[488, 1739, 603, 1790]
article-paragraph: ذرائع کے مطابق اجلاس میں مختلف امور پر تفصیلی غور کیا گیا اور متعلقہ حکام کو ہدایت کی گئی کہ وہ فوری اقدامات کریں تاکہ عوام کو ریلیف فراہم کیا جا سکے۔	[610, 496, 725, 548]
section-category: موسم	[9, 1651, 33, 1661]
article-paragraph: ذرائع کے مطابق اجلاس میں مختلف امور پر تفصیلی غور کیا گیا اور متعلقہ حکام کو ہدایت کی گئی کہ وہ فوری اقدامات کریں تاکہ عوام کو ریلیف فراہم کیا جا سکے۔	[488, 878, 603, 929]
article-paragraph: ذرائع کے مطابق اجلاس میں مختلف امور پر تفصیلی غور کیا گیا اور متعلقہ حکام کو ہدایت کی گئی کہ وہ فوری اقدامات کریں تاکہ عوام کو ریلیف فراہم کیا جا سکے۔	[122, 1175, 237, 1226]
article-paragraph: عدالت نے فریقین کے دلائل سننے کے بعد فیصلہ محفوظ کر لیا جبکہ کیس کی مزید سماعت آئندہ ہفتے تک ملتوی کر دی گئی۔	[488, 605, 603, 646]
article-paragraph: شہر کے مختلف علاقوں میں بجلی کی طویل بندش سے شہریوں کو شدید مشکلات کا سامنا ہے اور تاجروں نے احتجاج کی دھمکی دی ہے۔	[244, 403, 359, 454]
article-paragraph: وزیر اعلیٰ نے کہا ہے کہ حکومت عوامی مسائل کے حل کے لیے سنجیدہ ہے اور ترقیاتی منصوبے مقررہ مدت میں مکمل کیے جائیں گے۔	[732, 655, 841, 706]
article-paragraph: عدالت نے فریقین کے دلائل سننے کے بعد فیصلہ محفوظ کر لیا جبکہ کیس کی مزید سماعت آئندہ ہفتے تک ملتوی کر دی گئی۔	[244, 32, 359, 73]
article-paragraph: عدالت نے فریقین کے دلائل سننے کے بعد فیصلہ محفوظ کر لیا جبکہ کیس کی مزید سماعت آئندہ ہفتے تک ملتوی کر دی گئی۔	[366, 1059, 481, 1100]
section-category: ٹیکس	[127, 1160, 149, 1170]
article-paragraph: ذرائع کے مطابق اجلاس میں مختلف امور پر تفصیلی غور کیا گیا اور متعلقہ حکام کو ہدایت کی گئی کہ وہ فوری اقدامات کریں تاکہ عوام کو ریلیف فراہم کیا جا سکے۔	[488, 1259, 603, 1310]
section-header	[122, 711, 237, 726]
article-paragraph: وزیر اعلیٰ نے کہا ہے کہ حکومت عوامی مسائل کے حل کے لیے سنجیدہ ہے اور ترقیاتی منصوبے مقررہ مدت میں مکمل کیے جائیں گے۔	[732, 1699, 841, 1750]
section-header	[488, 468, 603, 483]
section-number-value: 27	[341, 1287, 354, 1298]
article-paragraph: عدالت نے فریقین کے دلائل سننے کے بعد فیصلہ محفوظ کر لیا جبکہ کیس کی مزید سماعت آئندہ ہفتے تک ملتوی کر دی گئی۔	[610, 206, 725, 247]
section-number-value: 36	[97, 542, 110, 553]
article-paragraph: محکمہ موسمیات کے مطابق آئندہ چند روز کے دوران موسم گرم اور خشک رہے گا جبکہ بعض علاقوں میں تیز ہوائیں چلنے کا امکان ہے۔	[122, 275, 237, 327]
section-category: ضمنی خبریں	[127, 89, 176, 100]
article-paragraph: شہر کے مختلف علاقوں میں بجلی کی طویل بندش سے شہریوں کو شدید مشکلات کا سامنا ہے اور تاجروں نے احتجاج کی دھمکی دی ہے۔	[488, 304, 603, 356]
article-paragraph: عدالت نے فریقین کے دلائل سننے کے بعد فیصلہ محفوظ کر لیا جبکہ کیس کی مزید سماعت آئندہ ہفتے تک ملتوی کر دی گئی۔	[122, 104, 237, 145]
section-header	[122, 639, 237, 654]
article-paragraph: محکمہ موسمیات کے مطابق آئندہ چند روز کے دوران موسم گرم اور خشک رہے گا جبکہ بعض علاقوں میں تیز ہوائیں چلنے کا امکان ہے۔	[244, 1547, 359, 1598]
article-paragraph: وزیر اعلیٰ نے کہا ہے کہ حکومت عوامی مسائل کے حل کے لیے سنجیدہ ہے اور ترقیاتی منصوبے مقررہ مدت میں مکمل کیے جائیں گے۔	[366, 86, 481, 138]
article-paragraph: عدالت نے فریقین کے دلائل سننے کے بعد فیصلہ محفوظ کر لیا جبکہ کیس کی مزید سماعت آئندہ ہفتے تک ملتوی کر دی گئی۔	[366, 1404, 481, 1445]
article-paragraph: شہر کے مختلف علاقوں میں بجلی کی طویل بندش سے شہریوں کو شدید مشکلات کا سامنا ہے اور تاجروں نے احتجاج کی دھمکی دی ہے۔	[4, 903, 115, 955]
section-number-value: 41	[97, 1777, 110, 1787]
article-paragraph: ذرائع کے مطابق اجلاس میں مختلف امور پر تفصیلی غور کیا گیا اور متعلقہ حکام کو ہدایت کی گئی کہ وہ فوری اقدامات کریں تاکہ عوام کو ریلیف فراہم کیا جا سکے۔	[488, 206, 603, 257]
article-paragraph: محکمہ موسمیات کے مطابق آئندہ چند روز کے دوران موسم گرم اور خشک رہے گا جبکہ بعض علاقوں میں تیز ہوائیں چلنے کا امکان ہے۔	[488, 758, 603, 810]
article-paragraph: وزیر اعلیٰ نے کہا ہے کہ حکومت عوامی مسائل کے حل کے لیے سنجیدہ ہے اور ترقیاتی منصوبے مقررہ مدت میں مکمل کیے جائیں گے۔	[122, 584, 237, 635]
section-number	[215, 912, 236, 925]
section-number-value: 19	[463, 923, 476, 934]
section-header	[122, 911, 237, 926]
article-paragraph: عدالت نے فریقین کے دلائل سننے کے بعد فیصلہ محفوظ کر لیا جبکہ کیس کی مزید سماعت آئندہ ہفتے تک ملتوی کر دی گئی۔	[4, 496, 115, 537]
article-paragraph: عدالت نے فریقین کے دلائل سننے کے بعد فیصلہ محفوظ کر لیا جبکہ کیس کی مزید سماعت آئندہ ہفتے تک ملتوی کر دی گئی۔	[848, 1141, 957, 1182]
article-paragraph: ذرائع کے مطابق اجلاس میں مختلف امور پر تفصیلی غور کیا گیا اور متعلقہ حکام کو ہدایت کی گئی کہ وہ فوری اقدامات کریں تاکہ عوام کو ریلیف فراہم کیا جا سکے۔	[366, 641, 481, 693]
section-number-value: 15	[463, 143, 476, 153]
article-paragraph: وزیر اعلیٰ نے کہا ہے کہ حکومت عوامی مسائل کے حل کے لیے سنجیدہ ہے اور ترقیاتی منصوبے مقررہ مدت میں مکمل کیے جائیں گے۔	[488, 359, 603, 410]
section-number-value: 24	[219, 469, 232, 480]
article-paragraph: پولیس نے ملزمان کے خلاف مقدمہ درج کر کے تفتیش شروع کر دی ہے اور علاقے میں سرچ آپریشن جاری ہے جبکہ متاثرہ شہریوں نے انتظامیہ سے انصاف کا مطالبہ کیا ہے۔	[488, 486, 603, 548]
article-paragraph: ذرائع کے مطابق اجلاس میں مختلف امور پر تفصیلی غور کیا گیا اور متعلقہ حکام کو ہدایت کی گئی کہ وہ فوری اقدامات کریں تاکہ عوام کو ریلیف فراہم کیا جا سکے۔	[244, 1666, 359, 1718]
section-number	[215, 469, 236, 482]
article-paragraph: شہر کے مختلف علاقوں میں بجلی کی طویل بندش سے شہریوں کو شدید مشکلات کا سامنا ہے اور تاجروں نے احتجاج کی دھمکی دی ہے۔	[366, 740, 481, 791]
article-paragraph: پولیس نے ملزمان کے خلاف مقدمہ درج کر کے تفتیش شروع کر دی ہے اور علاقے میں سرچ آپریشن جاری ہے جبکہ متاثرہ شہریوں نے انتظامیہ سے انصاف کا مطالبہ کیا ہے۔	[732, 1460, 841, 1532]
section-number	[581, 978, 602, 991]
section-number	[215, 712, 236, 725]
section-number	[93, 1533, 114, 1546]
article-paragraph: عدالت نے فریقین کے دلائل سننے کے بعد فیصلہ محفوظ کر لیا جبکہ کیس کی مزید سماعت آئندہ ہفتے تک ملتوی کر دی گئی۔	[732, 904, 841, 945]
article-paragraph: وزیر اعلیٰ نے کہا ہے کہ حکومت عوامی مسائل کے حل کے لیے سنجیدہ ہے اور ترقیاتی منصوبے مقررہ مدت میں مکمل کیے جائیں گے۔	[4, 268, 115, 319]
article-paragraph: ذرائع کے مطابق اجلاس میں مختلف امور پر تفصیلی غور کیا گیا اور متعلقہ حکام کو ہدایت کی گئی کہ وہ فوری اقدامات کریں تاکہ عوام کو ریلیف فراہم کیا جا سکے۔	[488, 1586, 603, 1637]
article-paragraph: وزیر اعلیٰ نے کہا ہے کہ حکومت عوامی مسائل کے حل کے لیے سنجیدہ ہے اور ترقیاتی منصوبے مقررہ مدت میں مکمل کیے جائیں گے۔	[244, 784, 359, 836]
article-paragraph: شہر کے مختلف علاقوں میں بجلی کی طویل بندش سے شہریوں کو شدید مشکلات کا سامنا ہے اور تاجروں نے احتجاج کی دھمکی دی ہے۔	[848, 141, 957, 192]
article-paragraph: محکمہ موسمیات کے مطابق آئندہ چند روز کے دوران موسم گرم اور خشک رہے گا جبکہ بعض علاقوں میں تیز ہوائیں چلنے کا امکان ہے۔	[244, 839, 359, 890]
article-paragraph: ذرائع کے مطابق اجلاس میں مختلف امور پر تفصیلی غور کیا گیا اور متعلقہ حکام کو ہدایت کی گئی کہ وہ فوری اقدامات کریں تاکہ عوام کو ریلیف فراہم کیا جا سکے۔	[488, 551, 603, 602]
column-1	[0, 32, 118, 1788]
section-header	[4, 1775, 115, 1790]
article-paragraph: شہر کے مختلف علاقوں میں بجلی کی طویل بندش سے شہریوں کو شدید مشکلات کا سامنا ہے اور تاجروں نے احتجاج کی دھمکی دی ہے۔	[732, 234, 841, 286]
article-paragraph: شہر کے مختلف علاقوں میں بجلی کی طویل بندش سے شہریوں کو شدید مشکلات کا سامنا ہے اور تاجروں نے احتجاج کی دھمکی دی ہے۔	[610, 994, 725, 1045]
section-category: واپڈا	[493, 471, 510, 481]
article-paragraph: پولیس نے ملزمان کے خلاف مقدمہ درج کر کے تفتیش شروع کر دی ہے اور علاقے میں سرچ آپریشن جاری ہے جبکہ متاثرہ شہریوں نے انتظامیہ سے انصاف کا مطالبہ کیا ہے۔	[4, 1067, 115, 1129]
article-paragraph: پولیس نے ملزمان کے خلاف مقدمہ درج کر کے تفتیش شروع کر دی ہے اور علاقے میں سرچ آپریشن جاری ہے جبکہ متاثرہ شہریوں نے انتظامیہ سے انصاف کا مطالبہ کیا ہے۔	[4, 1394, 115, 1456]
section-category: 9 مئی واقعات	[737, 110, 791, 121]
article-paragraph: وزیر اعلیٰ نے کہا ہے کہ حکومت عوامی مسائل کے حل کے لیے سنجیدہ ہے اور ترقیاتی منصوبے مقررہ مدت میں مکمل کیے جائیں گے۔	[488, 704, 603, 755]
section-category: سیاسی	[493, 1052, 522, 1062]
section-number-value: 21	[463, 1678, 476, 1689]
